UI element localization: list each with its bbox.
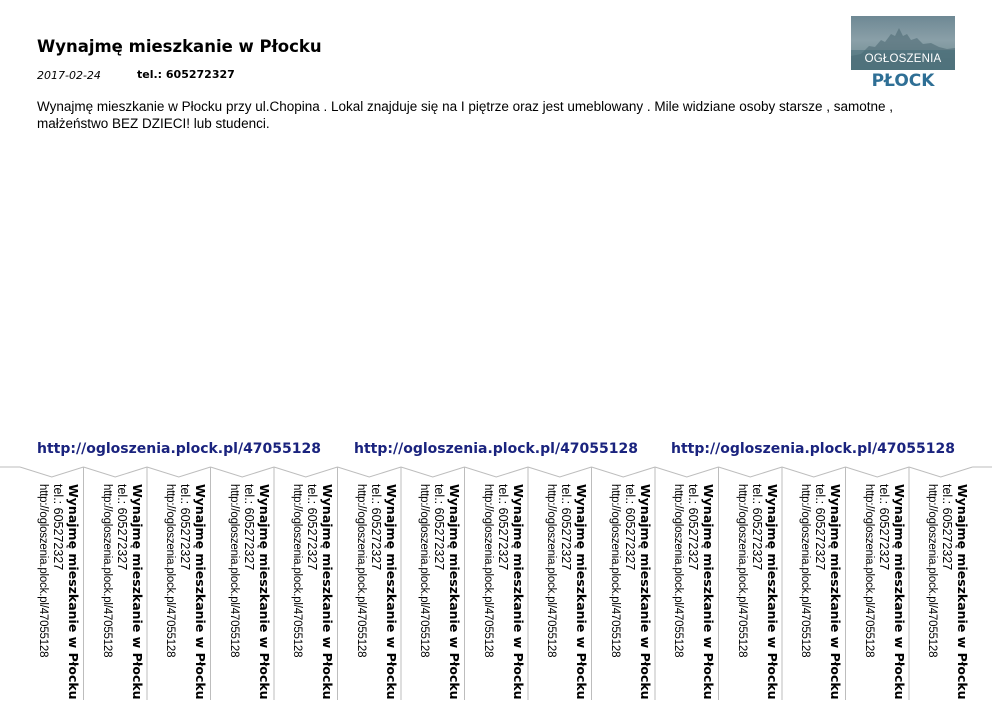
strip-phone: tel.: 605272327 bbox=[51, 484, 65, 571]
strip-phone: tel.: 605272327 bbox=[749, 484, 764, 571]
strip-title: Wynajmę mieszkanie w Płocku bbox=[129, 484, 145, 700]
strip-phone: tel.: 605272327 bbox=[241, 484, 256, 571]
strip-title: Wynajmę mieszkanie w Płocku bbox=[828, 484, 843, 700]
strip-title: Wynajmę mieszkanie w Płocku bbox=[383, 484, 399, 700]
strip-url: http://ogloszenia.plock.pl/47055128 bbox=[37, 484, 49, 658]
cut-line bbox=[909, 467, 973, 477]
logo-line1: OGŁOSZENIA bbox=[864, 53, 942, 65]
strip-url: http://ogloszenia.plock.pl/47055128 bbox=[291, 484, 303, 658]
tear-off-strip bbox=[147, 484, 208, 700]
strip-url: http://ogloszenia.plock.pl/47055128 bbox=[926, 484, 938, 658]
tear-off-strip bbox=[655, 484, 716, 700]
strip-title: Wynajmę mieszkanie w Płocku bbox=[256, 484, 272, 700]
cut-line bbox=[401, 467, 465, 477]
ad-date: 2017-02-24 bbox=[37, 69, 101, 82]
strip-title: Wynajmę mieszkanie w Płocku bbox=[66, 484, 81, 700]
strip-url: http://ogloszenia.plock.pl/47055128 bbox=[418, 484, 430, 658]
tear-off-strip bbox=[401, 484, 462, 700]
cut-line bbox=[211, 467, 275, 477]
strip-url: http://ogloszenia.plock.pl/47055128 bbox=[735, 484, 748, 658]
strip-phone: tel.: 605272327 bbox=[305, 484, 319, 571]
tear-off-strip bbox=[338, 484, 399, 700]
ad-description: Wynajmę mieszkanie w Płocku przy ul.Chopina . Lokal znajduje się na I piętrze oraz jest umeblowany . Mile widziane osoby starsze , samotne , małżeństwo BEZ DZIECI! lub studenci. bbox=[37, 99, 894, 131]
site-logo bbox=[851, 16, 955, 90]
ad-url[interactable]: http://ogloszenia.plock.pl/47055128 bbox=[354, 441, 638, 457]
cut-line bbox=[274, 467, 338, 477]
cut-line bbox=[84, 467, 148, 477]
cut-line bbox=[846, 467, 910, 477]
tear-off-strip bbox=[465, 484, 526, 700]
strip-url: http://ogloszenia.plock.pl/47055128 bbox=[799, 484, 811, 658]
strip-title: Wynajmę mieszkanie w Płocku bbox=[510, 484, 526, 700]
strip-title: Wynajmę mieszkanie w Płocku bbox=[574, 484, 589, 700]
strip-phone: tel.: 605272327 bbox=[686, 484, 700, 571]
cut-line bbox=[20, 467, 84, 477]
strip-url: http://ogloszenia.plock.pl/47055128 bbox=[164, 484, 176, 658]
strip-phone: tel.: 605272327 bbox=[432, 484, 446, 571]
cut-line bbox=[719, 467, 783, 477]
cut-line bbox=[465, 467, 529, 477]
strip-title: Wynajmę mieszkanie w Płocku bbox=[701, 484, 716, 700]
strip-url: http://ogloszenia.plock.pl/47055128 bbox=[227, 484, 240, 658]
strip-title: Wynajmę mieszkanie w Płocku bbox=[891, 484, 907, 700]
strip-phone: tel.: 605272327 bbox=[813, 484, 827, 571]
strip-phone: tel.: 605272327 bbox=[114, 484, 129, 571]
strip-phone: tel.: 605272327 bbox=[940, 484, 954, 571]
ad-url[interactable]: http://ogloszenia.plock.pl/47055128 bbox=[671, 441, 955, 457]
ad-title: Wynajmę mieszkanie w Płocku bbox=[37, 37, 322, 56]
cut-line bbox=[655, 467, 719, 477]
tear-off-strip bbox=[211, 484, 272, 700]
tear-off-strip bbox=[782, 484, 843, 700]
cut-line bbox=[147, 467, 211, 477]
strip-url: http://ogloszenia.plock.pl/47055128 bbox=[354, 484, 367, 658]
strip-url: http://ogloszenia.plock.pl/47055128 bbox=[862, 484, 875, 658]
cut-line bbox=[528, 467, 592, 477]
cut-line bbox=[338, 467, 402, 477]
logo-line2: PŁOCK bbox=[871, 71, 935, 91]
tear-off-strip bbox=[909, 484, 970, 700]
strip-title: Wynajmę mieszkanie w Płocku bbox=[193, 484, 208, 700]
tear-off-strip bbox=[592, 484, 653, 700]
tear-off-strip bbox=[274, 484, 335, 700]
strip-phone: tel.: 605272327 bbox=[876, 484, 891, 571]
strip-phone: tel.: 605272327 bbox=[368, 484, 383, 571]
strip-url: http://ogloszenia.plock.pl/47055128 bbox=[545, 484, 557, 658]
cut-line bbox=[782, 467, 846, 477]
strip-url: http://ogloszenia.plock.pl/47055128 bbox=[608, 484, 621, 658]
strip-url: http://ogloszenia.plock.pl/47055128 bbox=[100, 484, 113, 658]
strip-title: Wynajmę mieszkanie w Płocku bbox=[764, 484, 780, 700]
strip-phone: tel.: 605272327 bbox=[559, 484, 573, 571]
tear-off-strip bbox=[719, 484, 780, 700]
ad-phone: tel.: 605272327 bbox=[137, 68, 235, 81]
ad-url[interactable]: http://ogloszenia.plock.pl/47055128 bbox=[37, 441, 321, 457]
strip-phone: tel.: 605272327 bbox=[178, 484, 192, 571]
strip-phone: tel.: 605272327 bbox=[495, 484, 510, 571]
strip-title: Wynajmę mieszkanie w Płocku bbox=[320, 484, 335, 700]
cut-line bbox=[592, 467, 656, 477]
strip-phone: tel.: 605272327 bbox=[622, 484, 637, 571]
tear-off-strip bbox=[20, 484, 81, 700]
tear-off-strip bbox=[84, 484, 145, 700]
strip-title: Wynajmę mieszkanie w Płocku bbox=[447, 484, 462, 700]
strip-url: http://ogloszenia.plock.pl/47055128 bbox=[672, 484, 684, 658]
strip-title: Wynajmę mieszkanie w Płocku bbox=[955, 484, 970, 700]
tear-off-strip bbox=[846, 484, 907, 700]
strip-title: Wynajmę mieszkanie w Płocku bbox=[637, 484, 653, 700]
tear-off-strip bbox=[528, 484, 589, 700]
strip-url: http://ogloszenia.plock.pl/47055128 bbox=[481, 484, 494, 658]
